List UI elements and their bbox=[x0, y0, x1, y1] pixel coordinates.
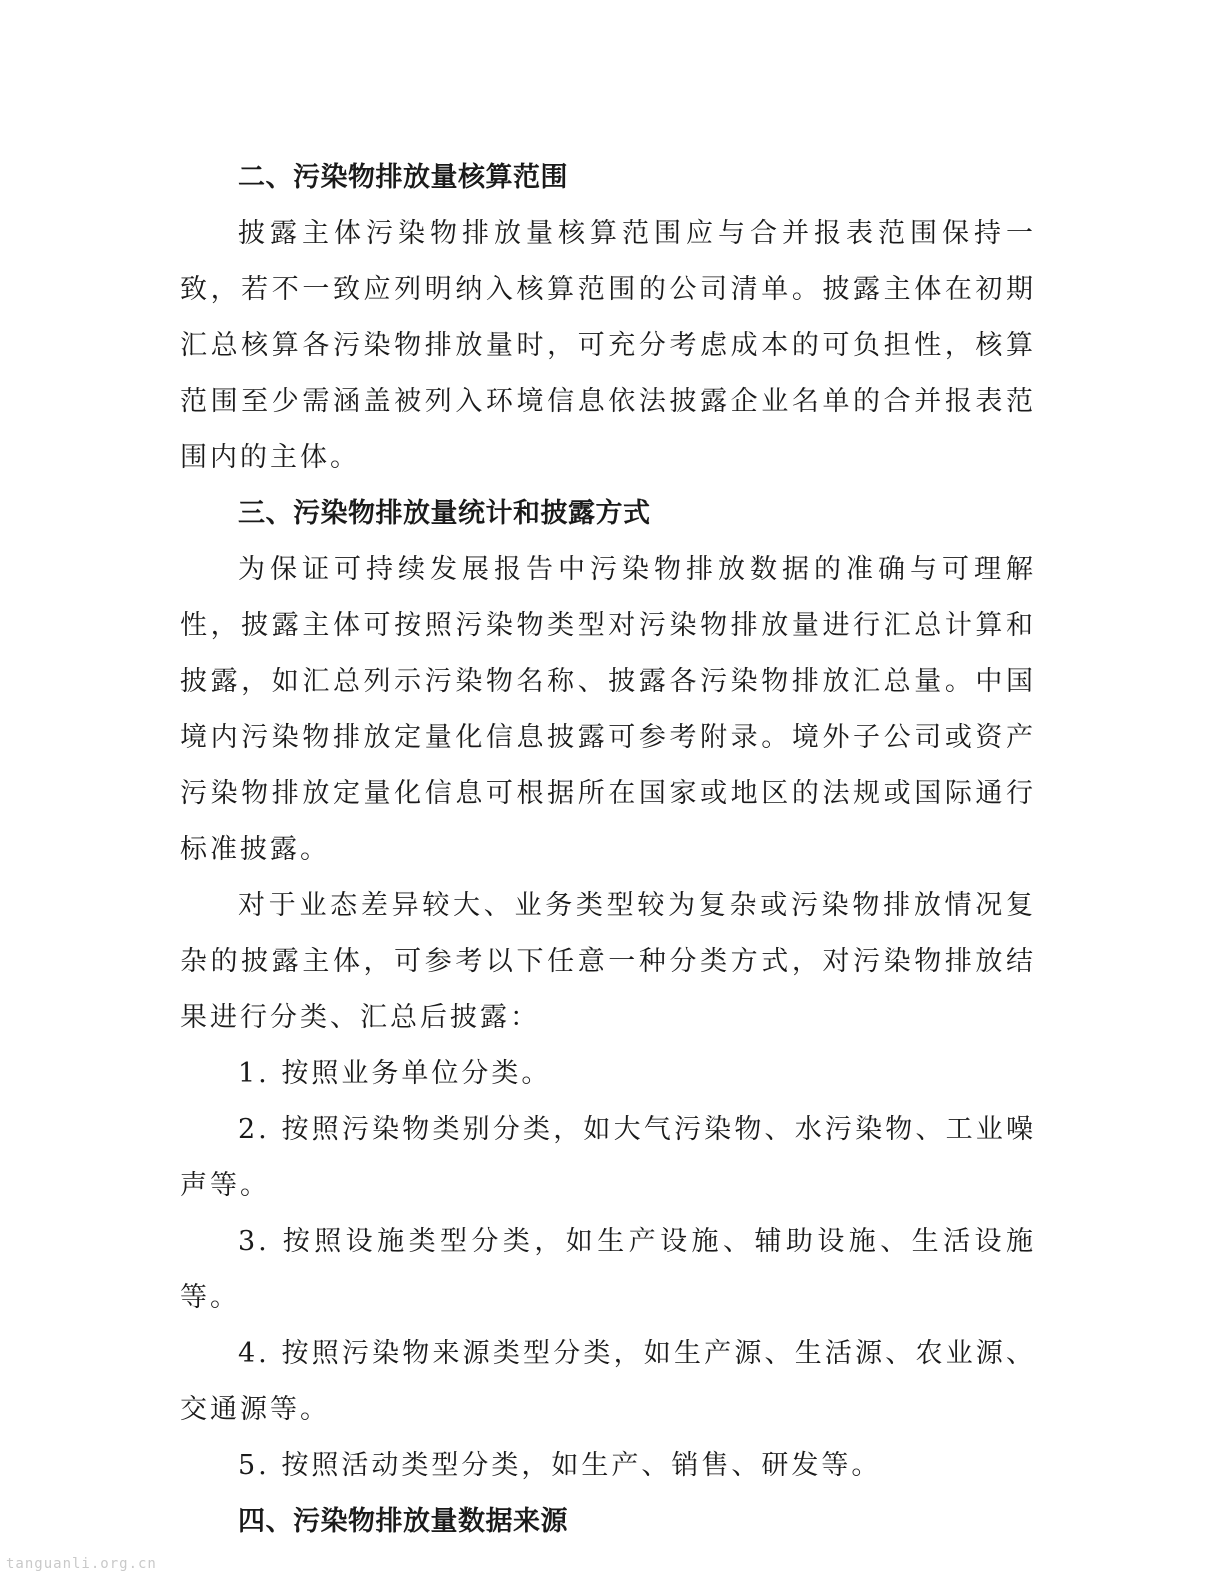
document-page bbox=[180, 150, 1036, 1550]
list-item-1: 1. 按照业务单位分类。 bbox=[238, 1058, 552, 1089]
section-heading-3: 三、污染物排放量统计和披露方式 bbox=[238, 498, 651, 529]
classification-list bbox=[180, 1046, 1036, 1494]
section-2-paragraph-1: 披露主体污染物排放量核算范围应与合并报表范围保持一致，若不一致应列明纳入核算范围的公司清单。披露主体在初期汇总核算各污染物排放量时，可充分考虑成本的可负担性，核算范围至少需涵盖被列入环境信息依法披露企业名单的合并报表范围内的主体。 bbox=[180, 218, 1036, 473]
list-item-2: 2. 按照污染物类别分类，如大气污染物、水污染物、工业噪声等。 bbox=[180, 1114, 1036, 1201]
watermark-text: tanguanli.org.cn bbox=[6, 1556, 157, 1572]
section-3-paragraph-1: 为保证可持续发展报告中污染物排放数据的准确与可理解性，披露主体可按照污染物类型对污染物排放量进行汇总计算和披露，如汇总列示污染物名称、披露各污染物排放汇总量。中国境内污染物排放定量化信息披露可参考附录。境外子公司或资产污染物排放定量化信息可根据所在国家或地区的法规或国际通行标准披露。 bbox=[180, 554, 1036, 865]
section-heading-2: 二、污染物排放量核算范围 bbox=[238, 162, 568, 193]
list-item-5: 5. 按照活动类型分类，如生产、销售、研发等。 bbox=[238, 1450, 882, 1481]
section-3-paragraph-2: 对于业态差异较大、业务类型较为复杂或污染物排放情况复杂的披露主体，可参考以下任意一种分类方式，对污染物排放结果进行分类、汇总后披露： bbox=[180, 890, 1036, 1033]
list-item-4: 4. 按照污染物来源类型分类，如生产源、生活源、农业源、交通源等。 bbox=[180, 1338, 1036, 1425]
list-item-3: 3. 按照设施类型分类，如生产设施、辅助设施、生活设施等。 bbox=[180, 1226, 1036, 1313]
section-heading-4: 四、污染物排放量数据来源 bbox=[238, 1506, 568, 1537]
